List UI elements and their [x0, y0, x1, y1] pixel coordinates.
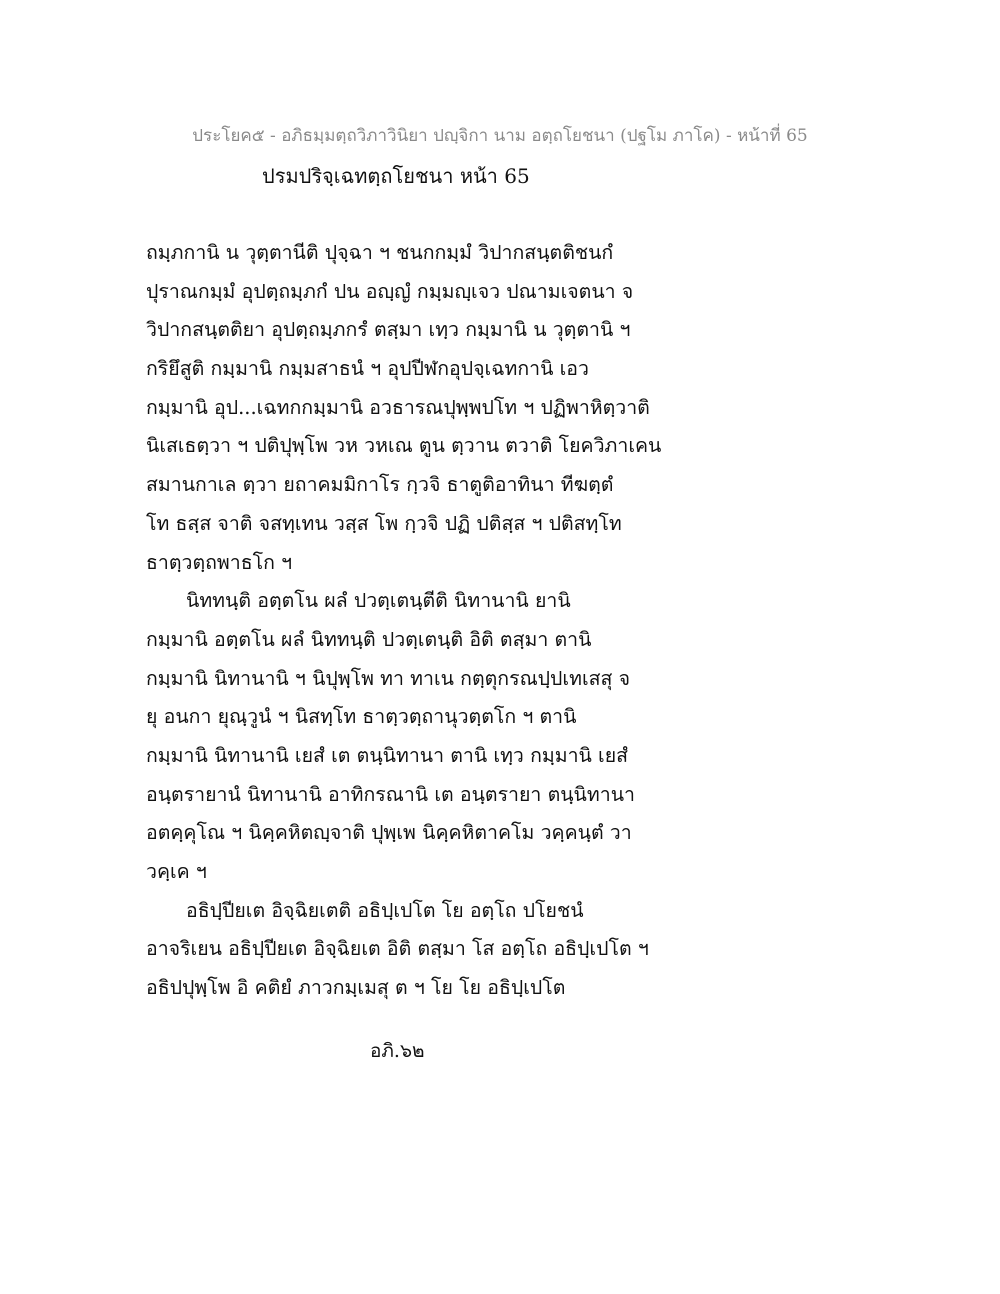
text-line: ปุราณกมฺมํ อุปตฺถมฺภกํ ปน อญฺญํ กมฺมญฺเจว ปณามเจตนา จ — [146, 279, 634, 303]
text-line: อตคฺคุโณ ฯ นิคฺคหิตญฺจาติ ปุพฺเพ นิคฺคหิตาคโม วคฺคนฺตํ วา — [146, 821, 632, 845]
paragraph-start-line: อธิปฺปียเต อิจฺฉิยเตติ อธิปฺเปโต โย อตฺโถ ปโยชนํ — [186, 898, 584, 922]
text-line: ธาตฺวตฺถพาธโก ฯ — [146, 550, 293, 574]
text-line: กริยึสูติ กมฺมานิ กมฺมสาธนํ ฯ อุปปีฬกอุปจฺเฉทกานิ เอว — [146, 357, 589, 381]
text-line: วิปากสนฺตติยา อุปตฺถมฺภกรํ ตสฺมา เทฺว กมฺมานิ น วุตฺตานิ ฯ — [146, 318, 631, 342]
text-line: นิเสเธตฺวา ฯ ปติปุพฺโพ วห วหเณ ตูน ตฺวาน ตวาติ โยควิภาเคน — [146, 434, 662, 458]
page-marker: อภิ.๖๒ — [370, 1040, 425, 1062]
text-line: โท ธสฺส จาติ จสทฺเทน วสฺส โพ กฺวจิ ปฏิ ปติสฺส ฯ ปติสทฺโท — [146, 511, 622, 535]
text-line: วคฺเค ฯ — [146, 860, 207, 883]
running-header: ประโยค๕ - อภิธมฺมตฺถวิภาวินิยา ปญฺจิกา นาม อตฺถโยชนา (ปฐโม ภาโค) - หน้าที่ 65 — [192, 126, 808, 146]
text-line: กมฺมานิ อุป...เฉทกกมฺมานิ อวธารณปุพฺพปโท ฯ ปฏิพาหิตฺวาติ — [146, 395, 650, 419]
text-line: ยุ อนกา ยุณฺวูนํ ฯ นิสทฺโท ธาตฺวตฺถานุวตฺตโก ฯ ตานิ — [146, 705, 577, 729]
text-line: กมฺมานิ อตฺตโน ผลํ นิททนฺติ ปวตฺเตนฺติ อิติ ตสฺมา ตานิ — [146, 627, 592, 651]
text-line: สมานกาเล ตฺวา ยถาคมมิกาโร กฺวจิ ธาตูติอาทินา ทีฆตฺตํ — [146, 473, 614, 497]
chapter-title: ปรมปริจฺเฉทตฺถโยชนา หน้า 65 — [262, 164, 530, 188]
text-line: อธิปปุพฺโพ อิ คติยํ ภาวกมฺเมสุ ต ฯ โย โย อธิปฺเปโต — [146, 976, 566, 1000]
text-line: อนฺตรายานํ นิทานานิ อาทิกรณานิ เต อนฺตรายา ตนฺนิทานา — [146, 782, 635, 806]
body-text — [146, 234, 706, 1008]
text-line: กมฺมานิ นิทานานิ ฯ นิปุพฺโพ ทา ทาเน กตฺตุกรณปฺปเทเสสุ จ — [146, 666, 631, 690]
paragraph-start-line: นิททนฺติ อตฺตโน ผลํ ปวตฺเตนฺตีติ นิทานานิ ยานิ — [186, 589, 571, 613]
text-line: ถมฺภกานิ น วุตฺตานีติ ปุจฺฉา ฯ ชนกกมฺมํ วิปากสนฺตติชนกํ — [146, 241, 614, 264]
text-line: กมฺมานิ นิทานานิ เยสํ เต ตนฺนิทานา ตานิ เทฺว กมฺมานิ เยสํ — [146, 743, 629, 767]
text-line: อาจริเยน อธิปฺปียเต อิจฺฉิยเต อิติ ตสฺมา โส อตฺโถ อธิปฺเปโต ฯ — [146, 937, 649, 961]
